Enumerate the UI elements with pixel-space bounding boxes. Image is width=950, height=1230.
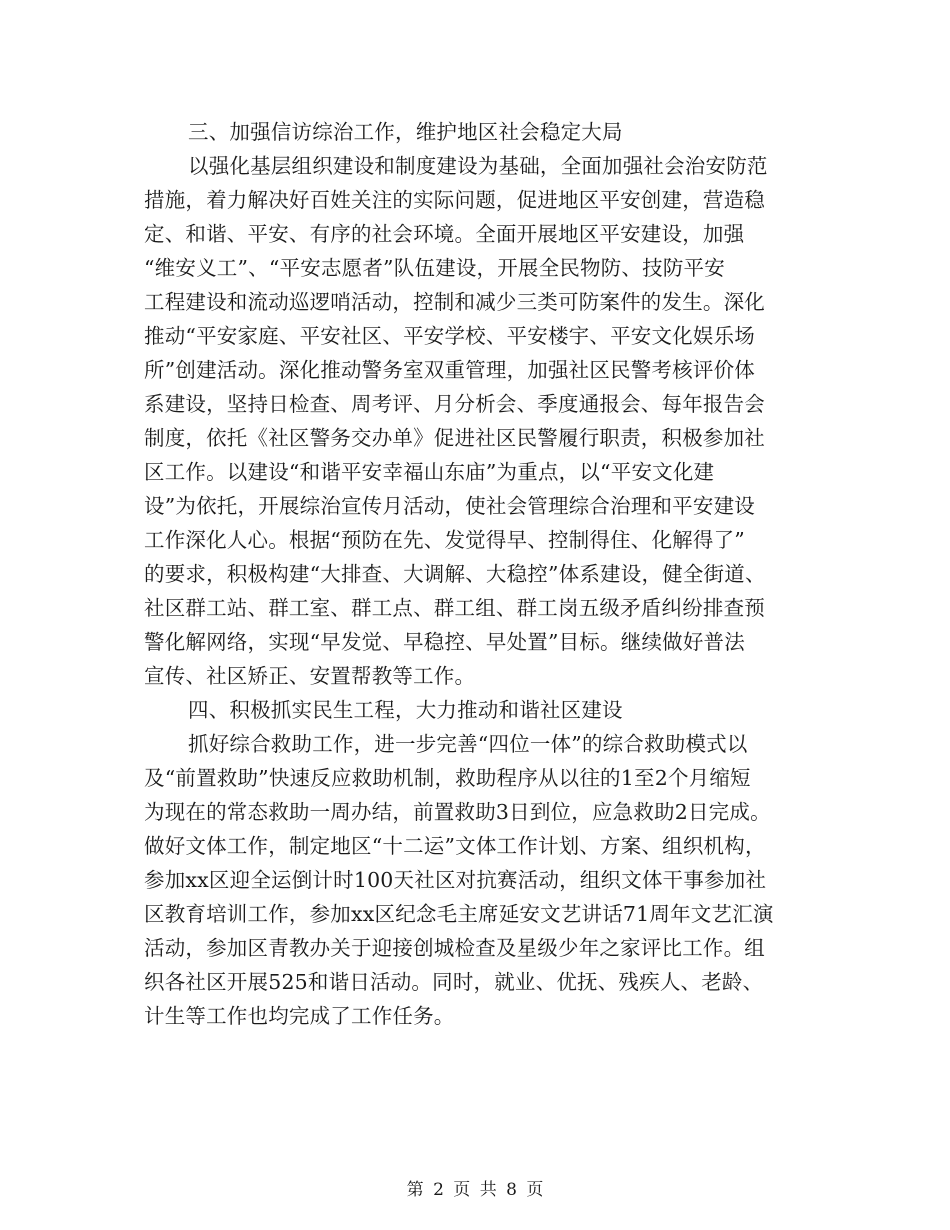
paragraph-line: 区工作。以建设“和谐平安幸福山东庙”为重点，以“平安文化建 bbox=[144, 460, 715, 484]
section-heading-4: 四、积极抓实民生工程，大力推动和谐社区建设 bbox=[188, 698, 623, 722]
paragraph-line: 织各社区开展525和谐日活动。同时，就业、优抚、残疾人、老龄、 bbox=[144, 970, 764, 994]
paragraph-line: 警化解网络，实现“早发觉、早稳控、早处置”目标。继续做好普法 bbox=[144, 630, 745, 654]
paragraph-line: 抓好综合救助工作，进一步完善“四位一体”的综合救助模式以 bbox=[188, 732, 748, 756]
paragraph-line: 区教育培训工作，参加xx区纪念毛主席延安文艺讲话71周年文艺汇演 bbox=[144, 902, 774, 926]
paragraph-line: 制度，依托《社区警务交办单》促进社区民警履行职责，积极参加社 bbox=[144, 426, 765, 450]
page-number-footer: 第 2 页 共 8 页 bbox=[406, 1180, 544, 1200]
paragraph-line: 系建设，坚持日检查、周考评、月分析会、季度通报会、每年报告会 bbox=[144, 392, 765, 416]
paragraph-line: “维安义工”、“平安志愿者”队伍建设，开展全民物防、技防平安 bbox=[144, 256, 725, 280]
paragraph-line: 计生等工作也均完成了工作任务。 bbox=[144, 1004, 455, 1028]
paragraph-line: 工程建设和流动巡逻哨活动，控制和减少三类可防案件的发生。深化 bbox=[144, 290, 765, 314]
paragraph-line: 推动“平安家庭、平安社区、平安学校、平安楼宇、平安文化娱乐场 bbox=[144, 324, 755, 348]
paragraph-line: 宣传、社区矫正、安置帮教等工作。 bbox=[144, 664, 476, 688]
paragraph-line: 以强化基层组织建设和制度建设为基础，全面加强社会治安防范 bbox=[188, 154, 768, 178]
section-heading-3: 三、加强信访综治工作，维护地区社会稳定大局 bbox=[188, 120, 623, 144]
paragraph-line: 设”为依托，开展综治宣传月活动，使社会管理综合治理和平安建设 bbox=[144, 494, 755, 518]
paragraph-line: 所”创建活动。深化推动警务室双重管理，加强社区民警考核评价体 bbox=[144, 358, 755, 382]
paragraph-line: 定、和谐、平安、有序的社会环境。全面开展地区平安建设，加强 bbox=[144, 222, 745, 246]
paragraph-line: 为现在的常态救助一周办结，前置救助3日到位，应急救助2日完成。 bbox=[144, 800, 771, 824]
paragraph-line: 的要求，积极构建“大排查、大调解、大稳控”体系建设，健全街道、 bbox=[144, 562, 766, 586]
paragraph-line: 工作深化人心。根据“预防在先、发觉得早、控制得住、化解得了” bbox=[144, 528, 745, 552]
paragraph-line: 措施，着力解决好百姓关注的实际问题，促进地区平安创建，营造稳 bbox=[144, 188, 765, 212]
paragraph-line: 参加xx区迎全运倒计时100天社区对抗赛活动，组织文体干事参加社 bbox=[144, 868, 767, 892]
paragraph-line: 活动，参加区青教办关于迎接创城检查及星级少年之家评比工作。组 bbox=[144, 936, 765, 960]
paragraph-line: 及“前置救助”快速反应救助机制，救助程序从以往的1至2个月缩短 bbox=[144, 766, 751, 790]
paragraph-line: 做好文体工作，制定地区“十二运”文体工作计划、方案、组织机构， bbox=[144, 834, 766, 858]
paragraph-line: 社区群工站、群工室、群工点、群工组、群工岗五级矛盾纠纷排查预 bbox=[144, 596, 765, 620]
